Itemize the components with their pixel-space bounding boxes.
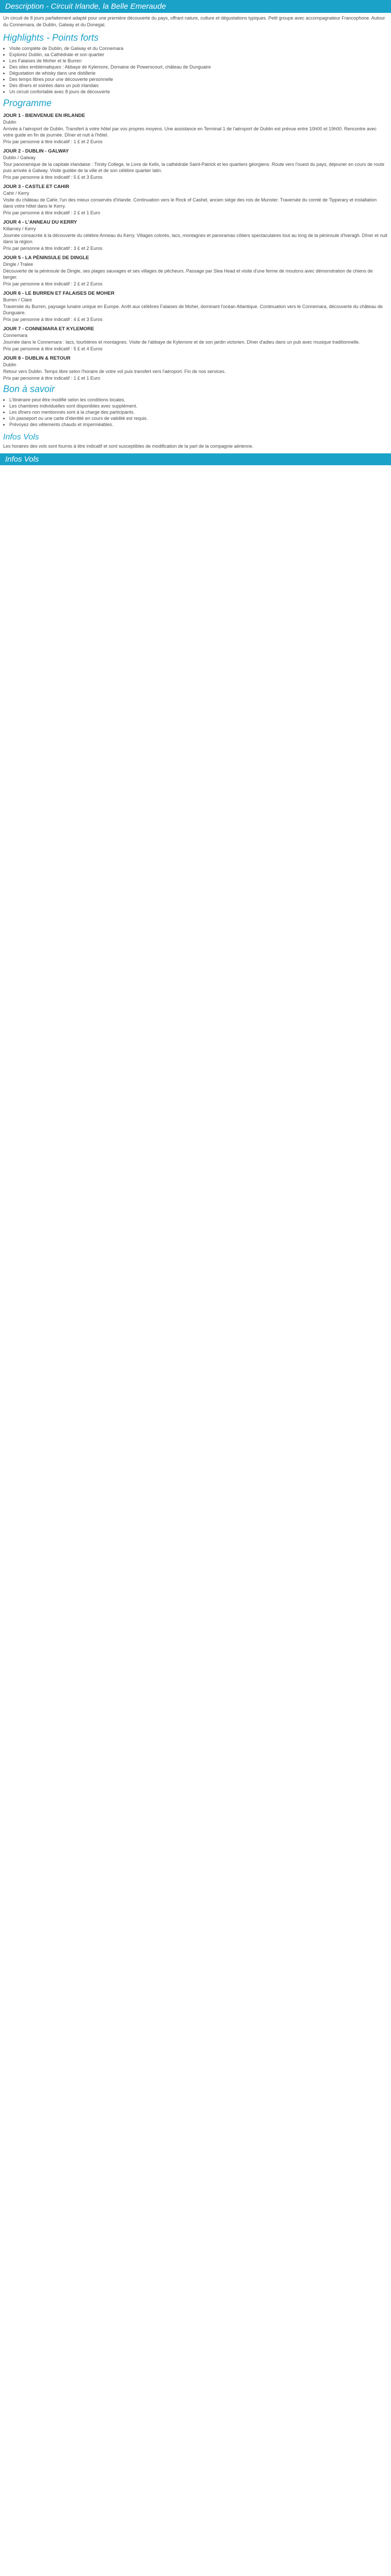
day-title: JOUR 1 - BIENVENUE EN IRLANDE [3,113,85,118]
day-location: Dublin [3,120,17,125]
day-block [0,148,391,180]
day-text: Visite du château de Cahir, l'un des mieux conservés d'Irlande. Continuation vers le Rock of Cashel, ancien siège des rois de Munster. Traversée du comté de Tipperary et installation dans votre hôtel dans le Kerry. [3,197,377,209]
list-item: • Les chambres individuelles sont disponibles avec supplément. [9,403,391,409]
page [0,0,391,465]
list-item: • Dégustation de whisky dans une distillerie [9,70,391,76]
day-title: JOUR 8 - DUBLIN & RETOUR [3,355,71,361]
day-price-note: Prix par personne à titre indicatif : 2 £ et 2 Euros [3,281,103,286]
day-location: Connemara [3,333,28,338]
day-location: Dublin / Galway [3,155,36,160]
day-text: Retour vers Dublin. Temps libre selon l'horaire de votre vol puis transfert vers l'aéroport. Fin de nos services. [3,369,226,374]
day-location: Cahir / Kerry [3,191,29,196]
day-text: Journée consacrée à la découverte du célèbre Anneau du Kerry. Villages colorés, lacs, montagnes et panoramas côtiers spectaculaires tout au long de la péninsule d'Iveragh. Dîner et nuit dans la région. [3,233,387,244]
day-price-note: Prix par personne à titre indicatif : 1 £ et 2 Euros [3,139,103,144]
footer-banner: Infos Vols [0,453,391,465]
intro-text: Un circuit de 8 jours parfaitement adapté pour une première découverte du pays, offrant nature, culture et dégustations typiques. Petit groupe avec accompagnateur Francophone. Autour du Connemara, de Dublin, Galway et du Donegal. [3,15,385,27]
day-title: JOUR 5 - LA PÉNINSULE DE DINGLE [3,255,89,261]
day-location: Dublin [3,362,17,367]
day-block [0,113,391,144]
day-price-note: Prix par personne à titre indicatif : 5 £ et 3 Euros [3,175,103,180]
day-block [0,219,391,251]
day-text: Tour panoramique de la capitale irlandaise : Trinity College, le Livre de Kells, la cathédrale Saint-Patrick et les quartiers géorgiens. Route vers l'ouest du pays, déjeuner en cours de route puis arrivée à Galway. Visite guidée de la ville et de son célèbre quartier latin. [3,162,385,173]
day-title: JOUR 2 - DUBLIN - GALWAY [3,148,69,154]
conditions-title: Bon à savoir [3,384,55,394]
highlights-title: Highlights - Points forts [3,32,99,43]
list-item: • Un circuit confortable avec 8 jours de découverte [9,89,391,95]
highlights-list [0,45,391,95]
day-title: JOUR 6 - LE BURREN ET FALAISES DE MOHER [3,291,115,296]
day-price-note: Prix par personne à titre indicatif : 3 £ et 2 Euros [3,246,103,251]
day-location: Burren / Clare [3,297,32,302]
day-price-note: Prix par personne à titre indicatif : 5 £ et 4 Euros [3,346,103,351]
list-item: • Un passeport ou une carte d'identité en cours de validité est requis. [9,415,391,421]
page-banner: Description - Circuit Irlande, la Belle Emeraude [0,0,391,13]
day-title: JOUR 3 - CASTLE ET CAHIR [3,184,70,190]
list-item: • Des temps libres pour une découverte personnelle [9,76,391,82]
day-block [0,255,391,286]
list-item: • Les dîners non mentionnés sont à la charge des participants. [9,409,391,415]
info-title: Infos Vols [3,433,39,442]
list-item: • Des sites emblématiques : Abbaye de Kylemore, Domaine de Powerscourt, château de Dunguaire [9,64,391,70]
list-item: • L'itinéraire peut être modifié selon les conditions locales. [9,397,391,403]
list-item: • Prévoyez des vêtements chauds et imperméables. [9,421,391,428]
day-text: Découverte de la péninsule de Dingle, ses plages sauvages et ses villages de pêcheurs. Passage par Slea Head et visite d'une ferme de moutons avec démonstration de chiens de berger. [3,268,373,280]
day-text: Arrivée à l'aéroport de Dublin. Transfert à votre hôtel par vos propres moyens. Une assistance en Terminal 1 de l'aéroport de Dublin est prévue entre 10h00 et 19h00. Rencontre avec votre guide en fin de journée. Dîner et nuit à l'hôtel. [3,126,377,138]
day-price-note: Prix par personne à titre indicatif : 4 £ et 3 Euros [3,317,103,322]
day-text: Journée dans le Connemara : lacs, tourbières et montagnes. Visite de l'abbaye de Kylemore et de son jardin victorien. Dîner d'adieu dans un pub avec musique traditionnelle. [3,340,360,345]
day-price-note: Prix par personne à titre indicatif : 1 £ et 1 Euro [3,376,101,381]
conditions-list [0,397,391,428]
list-item: • Visite complète de Dublin, de Galway et du Connemara [9,45,391,52]
day-title: JOUR 4 - L'ANNEAU DU KERRY [3,219,77,225]
program-title: Programme [3,98,52,108]
day-block [0,184,391,215]
day-block [0,291,391,322]
list-item: • Les Falaises de Moher et le Burren [9,58,391,64]
day-title: JOUR 7 - CONNEMARA ET KYLEMORE [3,326,94,332]
day-location: Dingle / Tralee [3,262,34,267]
info-text: Les horaires des vols sont fournis à titre indicatif et sont susceptibles de modification de la part de la compagnie aérienne. [3,444,254,449]
day-location: Killarney / Kerry [3,226,36,231]
list-item: • Des dîners et soirées dans un pub irlandais [9,82,391,89]
day-text: Traversée du Burren, paysage lunaire unique en Europe. Arrêt aux célèbres Falaises de Moher, dominant l'océan Atlantique. Continuation vers le Connemara, découverte du château de Dunguaire. [3,304,383,315]
list-item: • Explorez Dublin, sa Cathédrale et son quartier [9,52,391,58]
day-block [0,355,391,381]
day-price-note: Prix par personne à titre indicatif : 2 £ et 1 Euro [3,210,101,215]
day-block [0,326,391,351]
